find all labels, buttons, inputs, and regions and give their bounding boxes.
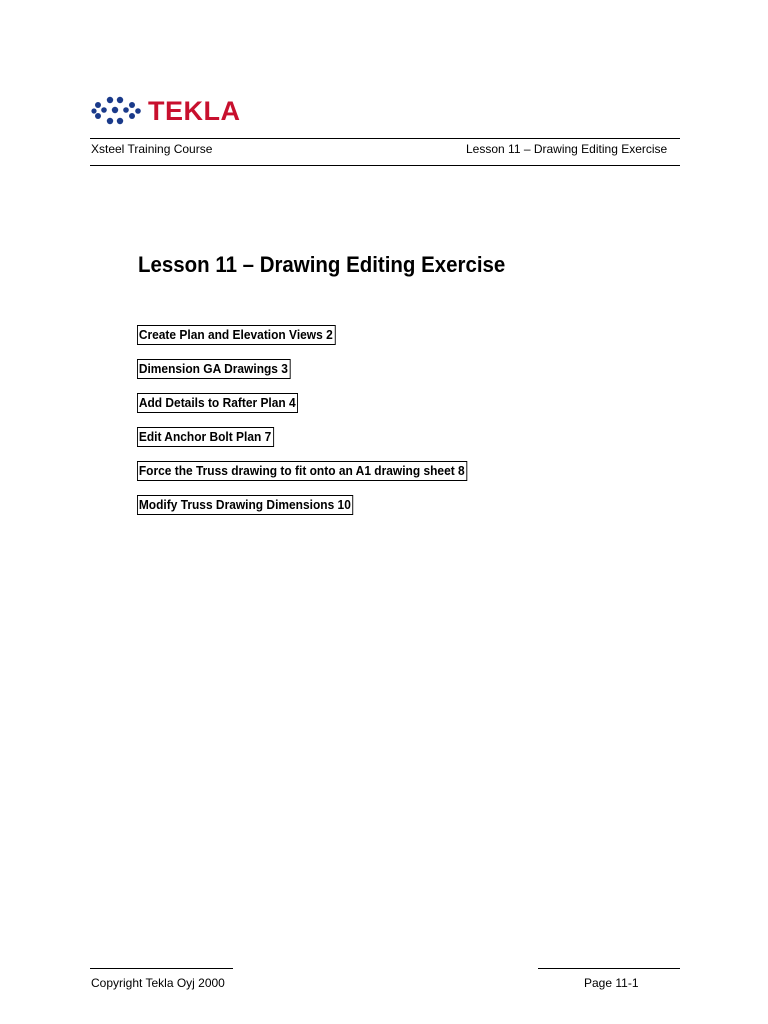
header-course-name: Xsteel Training Course	[91, 142, 213, 156]
page-title: Lesson 11 – Drawing Editing Exercise	[138, 252, 506, 277]
table-of-contents	[137, 325, 496, 529]
footer-page-number: Page 11-1	[584, 976, 639, 990]
toc-item[interactable]	[137, 325, 496, 345]
toc-item[interactable]	[137, 461, 496, 481]
toc-link[interactable]: Edit Anchor Bolt Plan 7	[137, 427, 274, 447]
toc-link[interactable]: Dimension GA Drawings 3	[137, 359, 291, 379]
toc-link[interactable]: Force the Truss drawing to fit onto an A1 drawing sheet 8	[137, 461, 467, 481]
footer-copyright: Copyright Tekla Oyj 2000	[91, 976, 225, 990]
header-top-rule	[90, 138, 680, 139]
tekla-dots-icon	[90, 90, 146, 130]
toc-item[interactable]	[137, 427, 496, 447]
toc-link[interactable]: Create Plan and Elevation Views 2	[137, 325, 335, 345]
footer-left-rule	[90, 968, 233, 969]
toc-link[interactable]: Modify Truss Drawing Dimensions 10	[137, 495, 354, 515]
toc-link[interactable]: Add Details to Rafter Plan 4	[137, 393, 298, 413]
footer-right-rule	[538, 968, 680, 969]
logo-wordmark: TEKLA	[148, 96, 241, 126]
toc-item[interactable]	[137, 495, 496, 515]
toc-item[interactable]	[137, 359, 496, 379]
header-bottom-rule	[90, 165, 680, 166]
header-lesson-name: Lesson 11 – Drawing Editing Exercise	[466, 142, 668, 156]
toc-item[interactable]	[137, 393, 496, 413]
tekla-logo	[90, 90, 250, 130]
